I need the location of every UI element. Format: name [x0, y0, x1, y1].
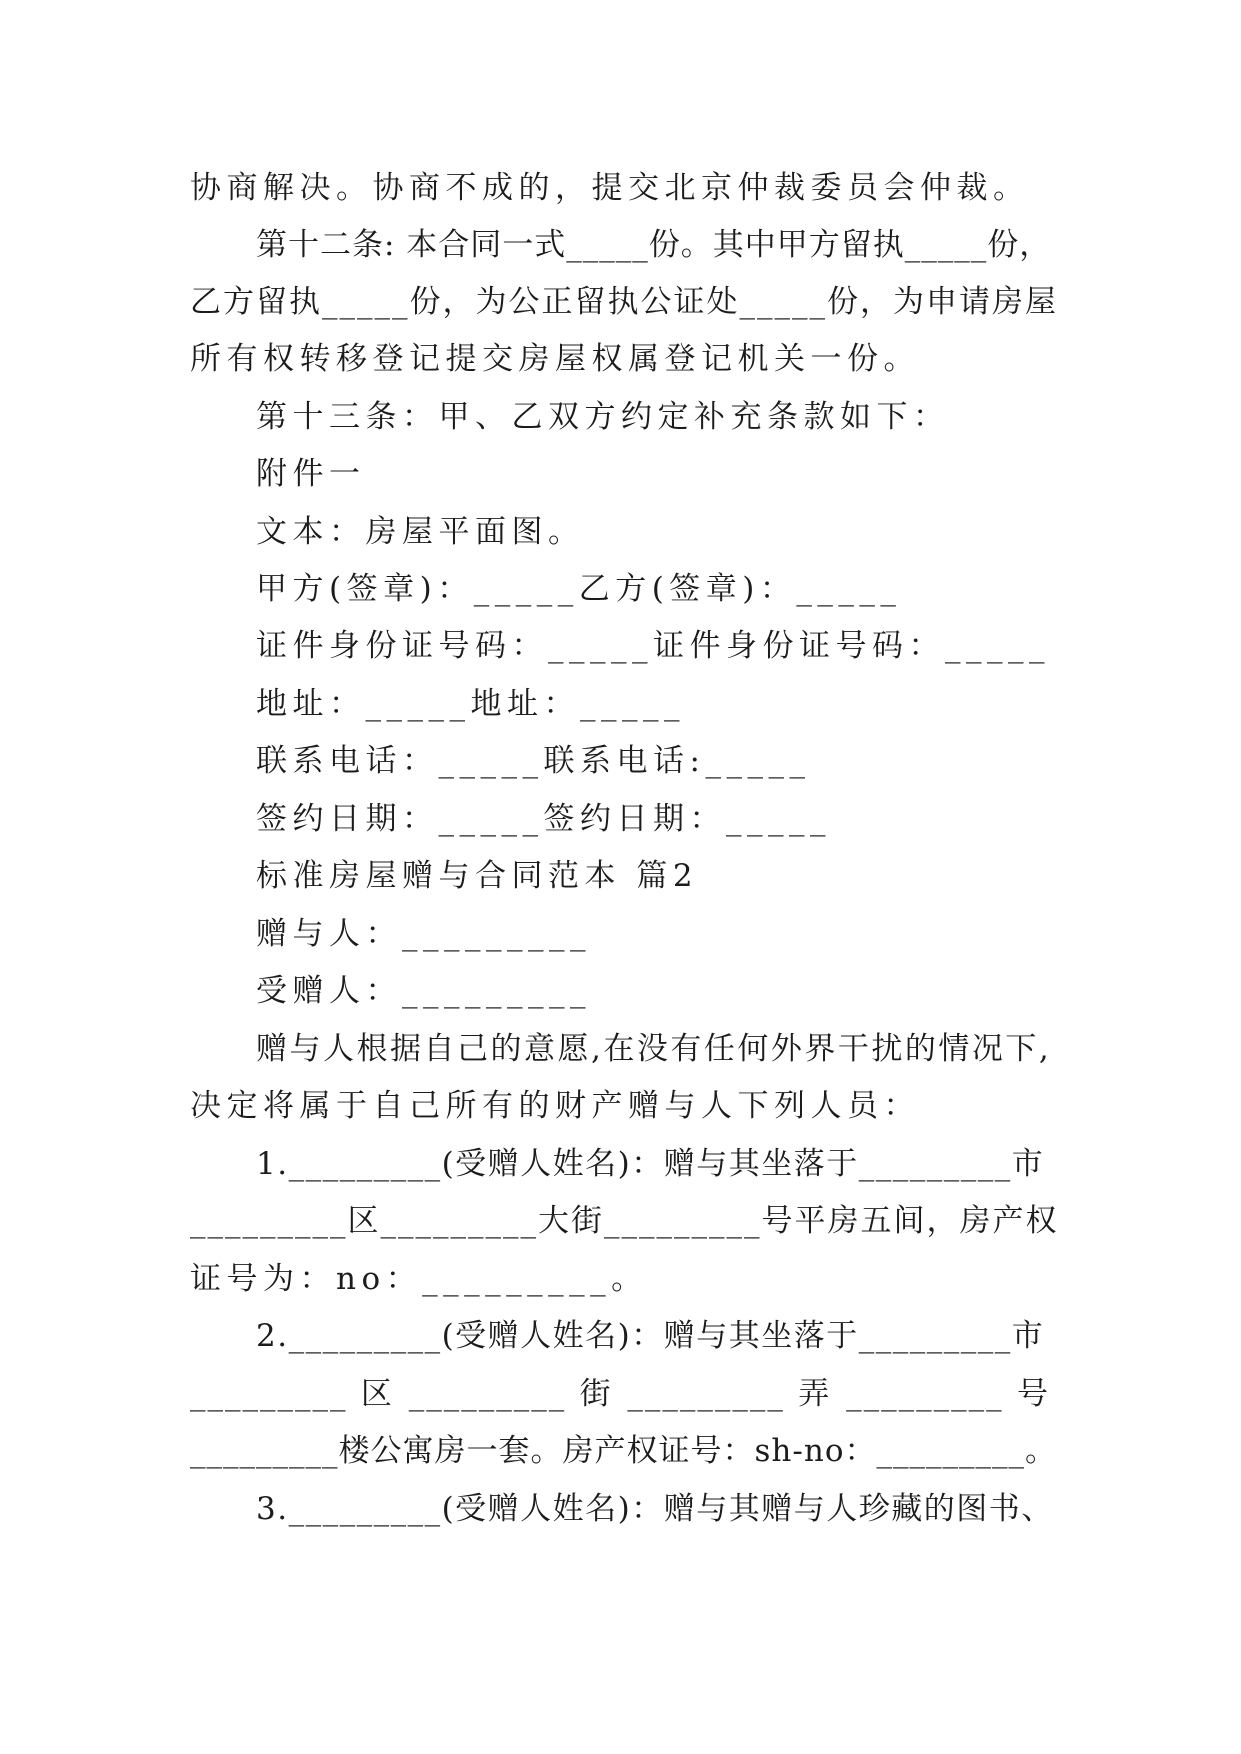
text-line: 决定将属于自己所有的财产赠与人下列人员：: [190, 1088, 920, 1124]
text-line: 附件一: [256, 456, 366, 492]
text-line: 甲方(签章)：_____乙方(签章)：_____: [256, 571, 902, 607]
text-line: 第十三条：甲、乙双方约定补充条款如下：: [256, 399, 950, 435]
text-line: 证件身份证号码：_____证件身份证号码：_____: [256, 628, 1050, 664]
text-line: 受赠人：_________: [256, 973, 591, 1009]
text-line: 2._________(受赠人姓名)：赠与其坐落于_________市: [256, 1318, 1045, 1354]
text-line: 地址：_____地址：_____: [256, 686, 685, 722]
text-line: 所有权转移登记提交房屋权属登记机关一份。: [190, 341, 920, 377]
text-line: 协商解决。协商不成的，提交北京仲裁委员会仲裁。: [190, 170, 1030, 206]
text-line: 1._________(受赠人姓名)：赠与其坐落于_________市: [256, 1146, 1045, 1182]
text-line: 签约日期：_____签约日期：_____: [256, 801, 831, 837]
text-line: 证号为：no：_________。: [190, 1261, 648, 1297]
text-line: 第十二条: 本合同一式_____份。其中甲方留执_____份，: [256, 227, 1052, 263]
text-line: 赠与人：_________: [256, 916, 591, 952]
text-line: 3._________(受赠人姓名)：赠与其赠与人珍藏的图书、: [256, 1491, 1054, 1527]
text-line: 赠与人根据自己的意愿,在没有任何外界干扰的情况下,: [256, 1031, 1052, 1067]
text-line: 乙方留执_____份，为公正留执公证处_____份，为申请房屋: [190, 284, 1058, 320]
text-line: _________楼公寓房一套。房产权证号：sh-no：_________。: [190, 1433, 1057, 1469]
section-heading: 标准房屋赠与合同范本 篇2: [256, 858, 699, 894]
text-line: _________区_________大街_________号平房五间，房产权: [190, 1203, 1059, 1239]
text-line: 文本：房屋平面图。: [256, 514, 585, 550]
text-line: _________ 区 _________ 街 _________ 弄 _________ 号: [190, 1376, 1050, 1412]
text-line: 联系电话：_____联系电话:_____: [256, 743, 811, 779]
